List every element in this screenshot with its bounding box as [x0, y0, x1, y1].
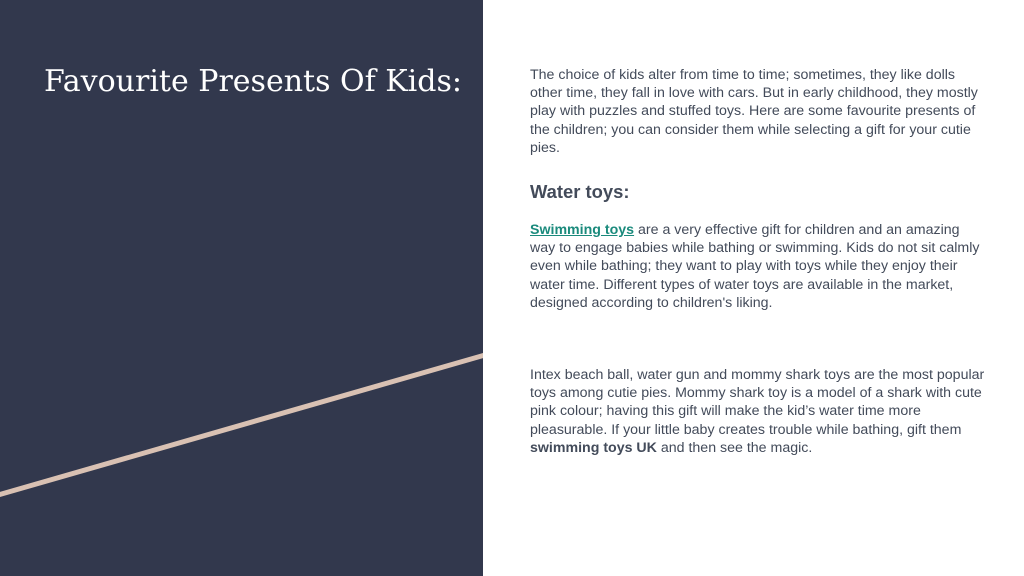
water-toys-paragraph: [530, 221, 985, 312]
content-column: [530, 66, 985, 457]
swimming-toys-link[interactable]: Swimming toys: [530, 222, 635, 239]
left-panel: [0, 0, 483, 576]
section-heading: Water toys:: [530, 181, 630, 203]
water-toys-text: are a very effective gift for children and an amazing way to engage babies while bathing or swimming. Kids do not sit calmly even while bathing; they want to play with toys while they enjoy their water time. Different types of water toys are available in the market, designed according to children's liking.: [530, 222, 980, 311]
intro-paragraph: The choice of kids alter from time to time; sometimes, they like dolls other time, they fall in love with cars. But in early childhood, they mostly play with puzzles and stuffed toys. Here are some favourite presents of the children; you can consider them while selecting a gift for your cutie pies.: [530, 67, 978, 156]
popular-toys-text-end: and then see the magic.: [656, 439, 813, 456]
swimming-toys-uk-bold: swimming toys UK: [530, 439, 657, 456]
popular-toys-text: Intex beach ball, water gun and mommy shark toys are the most popular toys among cutie pies. Mommy shark toy is a model of a shark with cute pink colour; having this gift will make the kid’s water time more pleasurable. If your little baby creates trouble while bathing, gift them: [530, 367, 985, 438]
slide-title: Favourite Presents Of Kids:: [44, 64, 462, 99]
popular-toys-paragraph: [530, 366, 985, 457]
